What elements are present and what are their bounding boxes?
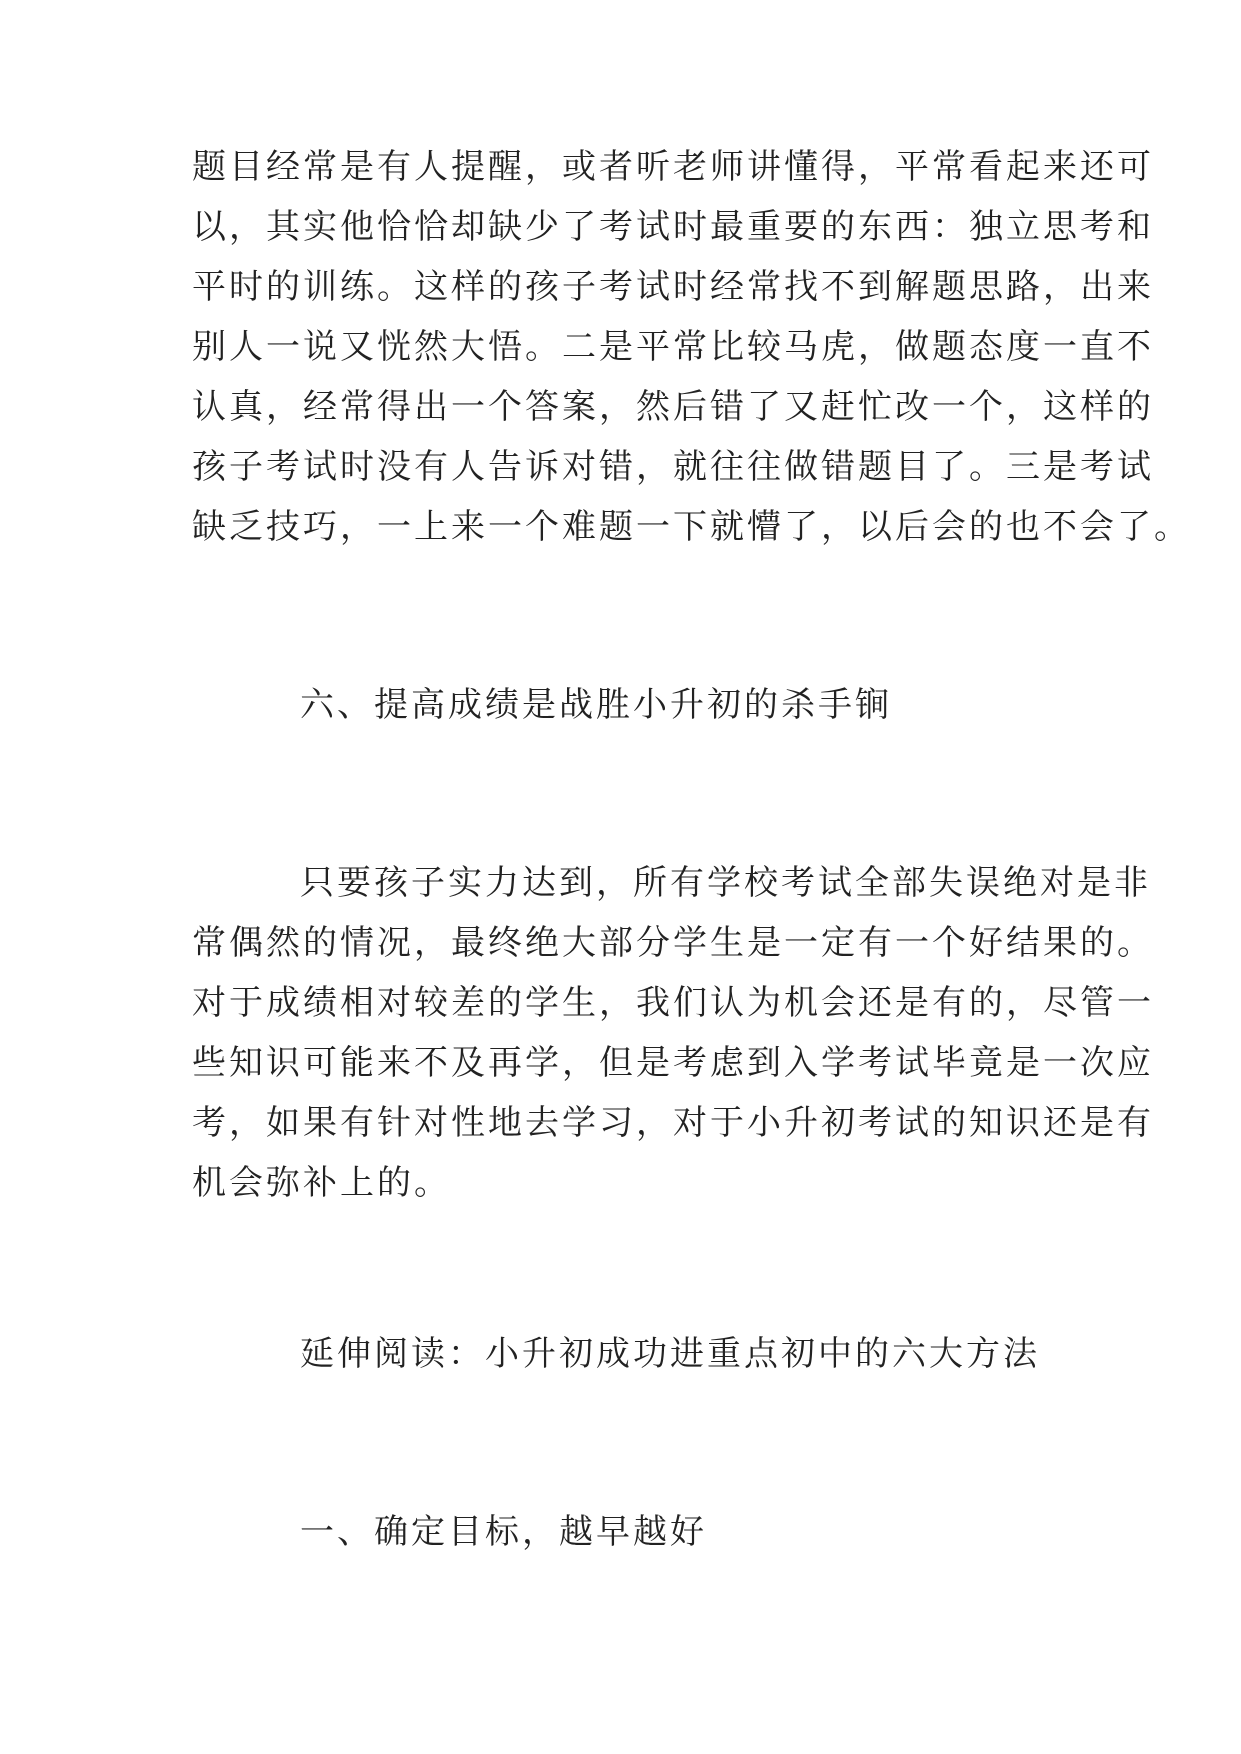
text-line: 平时的训练。这样的孩子考试时经常找不到解题思路，出来 [192,267,1154,307]
section-heading-1: 一、确定目标，越早越好 [300,1512,707,1552]
text-line: 以，其实他恰恰却缺少了考试时最重要的东西：独立思考和 [192,207,1154,247]
text-line: 孩子考试时没有人告诉对错，就往往做错题目了。三是考试 [192,447,1154,487]
text-line: 对于成绩相对较差的学生，我们认为机会还是有的，尽管一 [192,983,1154,1023]
text-line: 考，如果有针对性地去学习，对于小升初考试的知识还是有 [192,1103,1154,1143]
text-line: 机会弥补上的。 [192,1163,451,1203]
text-line: 题目经常是有人提醒，或者听老师讲懂得，平常看起来还可 [192,147,1154,187]
section-heading-6: 六、提高成绩是战胜小升初的杀手锏 [300,685,892,725]
text-line: 常偶然的情况，最终绝大部分学生是一定有一个好结果的。 [192,923,1154,963]
text-line: 些知识可能来不及再学，但是考虑到入学考试毕竟是一次应 [192,1043,1154,1083]
text-line: 别人一说又恍然大悟。二是平常比较马虎，做题态度一直不 [192,327,1154,367]
text-line: 认真，经常得出一个答案，然后错了又赶忙改一个，这样的 [192,387,1154,427]
extended-reading-title: 延伸阅读：小升初成功进重点初中的六大方法 [300,1334,1040,1374]
text-line: 缺乏技巧，一上来一个难题一下就懵了，以后会的也不会了。 [192,507,1191,547]
text-line: 只要孩子实力达到，所有学校考试全部失误绝对是非 [300,863,1151,903]
paragraph-improve-scores [192,853,1154,1213]
paragraph-exam-mistakes [192,137,1191,557]
